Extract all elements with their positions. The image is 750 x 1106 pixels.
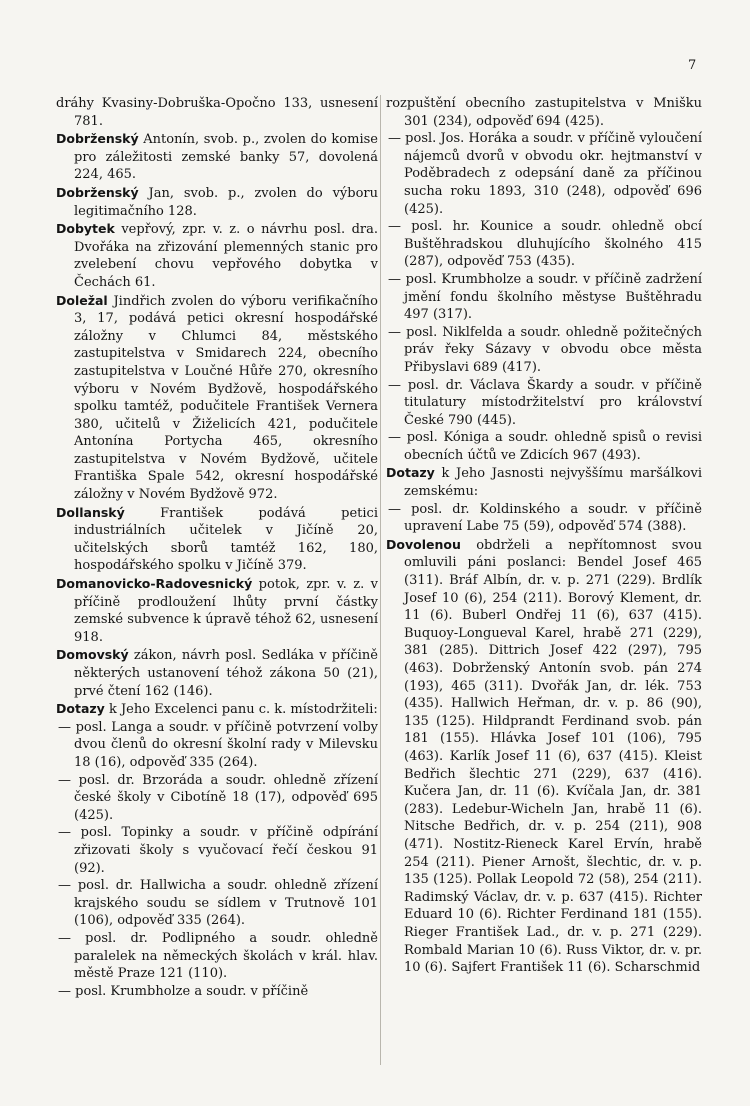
index-entry: Dotazy k Jeho Excelenci panu c. k. místodržiteli: [56, 701, 378, 718]
index-entry: Dotazy k Jeho Jasnosti nejvyššímu maršálkovi zemskému: [386, 465, 702, 500]
index-subentry: — posl. Krumbholze a soudr. v příčině zadržení jmění fondu školního městyse Buštěhradu 497 (317). [388, 271, 702, 323]
index-entry: Dovolenou obdrželi a nepřítomnost svou omluvili páni poslanci: Bendel Josef 465 (311). Bráf Albín, dr. v. p. 271 (229). Brdlík Josef 10 (6), 254 (211). Borový Klement, dr. 11 (6). Buberl Ondřej 11 (6), 637 (415). Buquoy-Longueval Karel, hrabě 271 (229), 381 (285). Dittrich Josef 422 (297), 795 (463). Dobrženský Antonín svob. pán 274 (193), 465 (311). Dvořák Jan, dr. lék. 753 (435). Hallwich Heřman, dr. v. p. 86 (90), 135 (125). Hildprandt Ferdinand svob. pán 181 (155). Hlávka Josef 101 (106), 795 (463). Karlík Josef 11 (6), 637 (415). Kleist Bedřich šlechtic 271 (229), 637 (416). Kučera Jan, dr. 11 (6). Kvíčala Jan, dr. 381 (283). Ledebur-Wicheln Jan, hrabě 11 (6). Nitsche Bedřich, dr. v. p. 254 (211), 908 (471). Nostitz-Rieneck Karel Ervín, hrabě 254 (211). Piener Arnošt, šlechtic, dr. v. p. 135 (125). Pollak Leopold 72 (58), 254 (211). Radimský Václav, dr. v. p. 637 (415). Richter Eduard 10 (6). Richter Ferdinand 181 (155). Rieger František Lad., dr. v. p. 271 (229). Rombald Marian 10 (6). Russ Viktor, dr. v. pr. 10 (6). Sajfert František 11 (6). Scharschmid [386, 536, 702, 976]
index-subentry: — posl. Jos. Horáka a soudr. v příčině vyloučení nájemců dvorů v obvodu okr. hejtmanství v Poděbradech z odepsání daně za příčinou sucha roku 1893, 310 (248), odpověď 696 (425). [388, 131, 702, 217]
index-subentry: — posl. Kóniga a soudr. ohledně spisů o revisi obecních účtů ve Zdicích 967 (493). [388, 430, 702, 463]
entry-keyword: Doležal [56, 292, 108, 308]
index-entry: Domovský zákon, návrh posl. Sedláka v příčině některých ustanovení téhož zákona 50 (21), prvé čtení 162 (146). [56, 647, 378, 699]
page-number: 7 [688, 58, 697, 73]
index-subentry: — posl. Langa a soudr. v příčině potvrzení volby dvou členů do okresní školní rady v Milevsku 18 (16), odpověď 335 (264). [58, 719, 378, 770]
index-subentry: — posl. Topinky a soudr. v příčině odpírání zřizovati školy s vyučovací řečí českou 91 (92). [58, 825, 378, 876]
index-subentry: — posl. dr. Hallwicha a soudr. ohledně zřízení krajského soudu se sídlem v Trutnově 101 (106), odpověď 335 (264). [58, 878, 378, 929]
right-column [386, 95, 702, 977]
entry-keyword: Domovský [56, 647, 129, 663]
entry-keyword: Dotazy [56, 701, 105, 717]
entry-keyword: Dollanský [56, 504, 125, 520]
left-column [56, 95, 378, 1000]
index-entry: dráhy Kvasiny-Dobruška-Opočno 133, usnesení 781. [56, 96, 378, 129]
entry-keyword: Dobytek [56, 221, 115, 237]
index-subentry: — posl. Niklfelda a soudr. ohledně požitečných práv řeky Sázavy v obvodu obce města Přibyslavi 689 (417). [388, 324, 702, 375]
index-entry: Domanovicko-Radovesnický potok, zpr. v. z. v příčině prodloužení lhůty první částky zemské subvence k úpravě téhož 62, usnesení 918. [56, 576, 378, 645]
index-subentry: — posl. Krumbholze a soudr. v příčině [58, 983, 309, 999]
index-entry: Dobrženský Jan, svob. p., zvolen do výboru legitimačního 128. [56, 184, 378, 219]
index-entry: Dobytek vepřový, zpr. v. z. o návrhu posl. dra. Dvořáka na zřizování plemenných stanic pro zvelebení chovu vepřového dobytka v Čechách 61. [56, 221, 378, 290]
index-entry: rozpuštění obecního zastupitelstva v Mnišku 301 (234), odpověď 694 (425). [386, 96, 702, 129]
index-subentry: — posl. dr. Brzoráda a soudr. ohledně zřízení české školy v Cibotíně 18 (17), odpověď 695 (425). [58, 772, 378, 823]
index-entry: Doležal Jindřich zvolen do výboru verifikačního 3, 17, podává petici okresní hospodářské záložny v Chlumci 84, městského zastupitelstva v Smidarech 224, obecního zastupitelstva v Loučné Hůře 270, okresního výboru v Novém Bydžově, hospodářského spolku tamtéž, podučitele František Vernera 380, učitelů v Žiželicích 421, podučitele Antonína Portycha 465, okresního zastupitelstva v Novém Bydžově, učitele Františka Spale 542, okresní hospodářské záložny v Novém Bydžově 972. [56, 292, 378, 503]
column-divider [380, 95, 381, 1065]
index-subentry: — posl. dr. Podlipného a soudr. ohledně paralelek na německých školách v král. hlav. městě Praze 121 (110). [58, 930, 378, 982]
entry-keyword: Dobrženský [56, 131, 139, 147]
entry-keyword: Dobrženský [56, 184, 139, 200]
entry-keyword: Dovolenou [386, 536, 461, 552]
entry-keyword: Domanovicko-Radovesnický [56, 576, 253, 592]
index-subentry: — posl. dr. Koldinského a soudr. v příčině upravení Labe 75 (59), odpověď 574 (388). [388, 501, 702, 535]
index-subentry: — posl. hr. Kounice a soudr. ohledně obcí Buštěhradskou dluhujícího školného 415 (287), odpověď 753 (435). [388, 219, 702, 270]
entry-keyword: Dotazy [386, 465, 435, 481]
index-subentry: — posl. dr. Václava Škardy a soudr. v příčině titulatury místodržitelství pro království České 790 (445). [388, 377, 702, 428]
index-entry: Dobrženský Antonín, svob. p., zvolen do komise pro záležitosti zemské banky 57, dovolená 224, 465. [56, 131, 378, 183]
index-entry: Dollanský František podává petici industriálních učitelek v Jičíně 20, učitelských sborů tamtéž 162, 180, hospodářského spolku v Jičíně 379. [56, 504, 378, 574]
